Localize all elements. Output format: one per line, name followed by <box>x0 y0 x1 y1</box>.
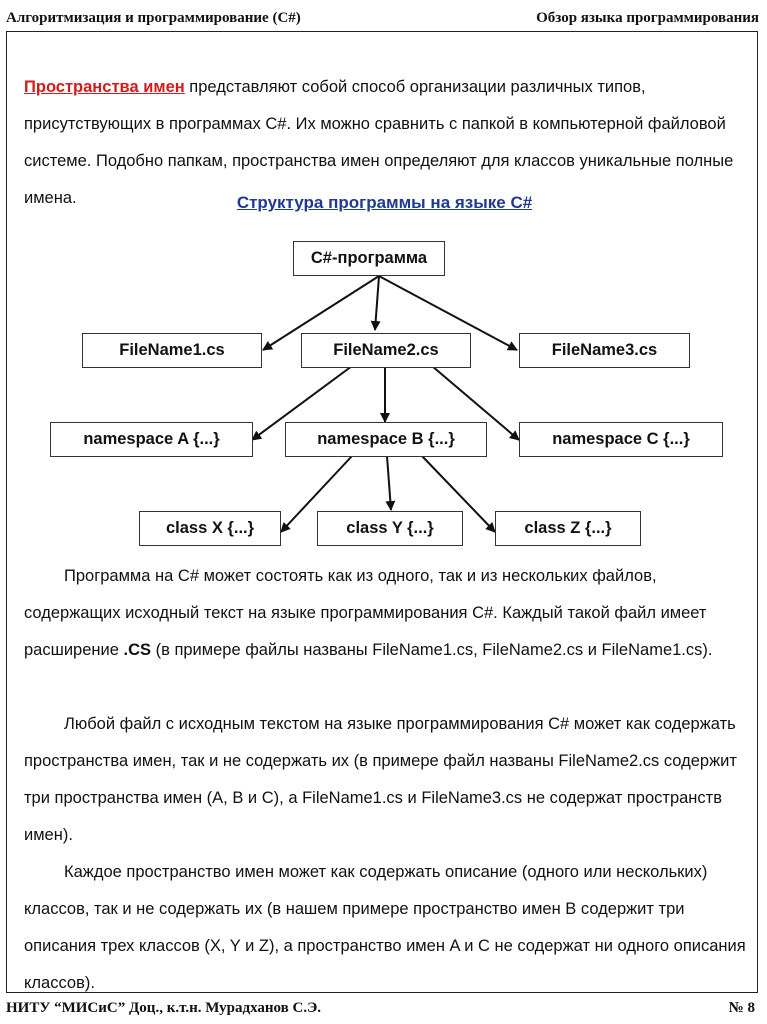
paragraph-namespaces-text: Любой файл с исходным текстом на языке программирования C# может как содержать пространства имен, так и не содержать их (в примере файл названы FileName2.cs содержит три пространства имен (A, B и C), а FileName1.cs и FileName3.cs не содержат пространств имен). <box>24 715 737 844</box>
paragraph-files-text: Программа на C# может состоять как из одного, так и из нескольких файлов, содержащих исходный текст на языке программирования C#. Каждый такой файл имеет расширение <box>24 567 707 659</box>
node-csharp-program: C#-программа <box>293 241 445 276</box>
paragraph-files <box>24 558 754 669</box>
content-frame <box>6 31 758 993</box>
node-class-z: class Z {...} <box>495 511 641 546</box>
extension-cs: .CS <box>123 641 152 659</box>
arrow-root-file2 <box>375 276 379 330</box>
node-class-y: class Y {...} <box>317 511 463 546</box>
arrow-nsB-classY <box>387 456 391 510</box>
paragraph-classes <box>24 854 754 1002</box>
header-section-title: Обзор языка программирования <box>536 10 759 26</box>
paragraph-files-tail: (в примере файлы названы FileName1.cs, FileName2.cs и FileName1.cs). <box>151 641 713 659</box>
node-namespace-b: namespace B {...} <box>285 422 487 457</box>
node-class-x: class X {...} <box>139 511 281 546</box>
diagram-title: Структура программы на языке C# <box>236 193 533 212</box>
node-namespace-a: namespace A {...} <box>50 422 253 457</box>
paragraph-namespaces <box>24 706 754 854</box>
header-course-title: Алгоритмизация и программирование (C#) <box>6 10 301 26</box>
node-file3: FileName3.cs <box>519 333 690 368</box>
node-namespace-c: namespace C {...} <box>519 422 723 457</box>
namespace-term: Пространства имен <box>24 78 185 96</box>
node-file1: FileName1.cs <box>82 333 262 368</box>
intro-text: представляют собой способ организации различных типов, присутствующих в программах C#. Их можно сравнить с папкой в компьютерной файловой системе. Подобно папкам, пространства имен определяют для классов уникальные полные имена. <box>24 78 734 207</box>
footer-author: НИТУ “МИСиС” Доц., к.т.н. Мурадханов С.Э. <box>6 1000 322 1016</box>
paragraph-classes-text: Каждое пространство имен может как содержать описание (одного или нескольких) классов, так и не содержать их (в нашем примере пространство имен B содержит три описания трех классов (X, Y и Z), а пространство имен A и C не содержат ни одного описания классов). <box>24 863 746 992</box>
footer-page-number: № 8 <box>728 1000 755 1016</box>
node-file2: FileName2.cs <box>301 333 471 368</box>
